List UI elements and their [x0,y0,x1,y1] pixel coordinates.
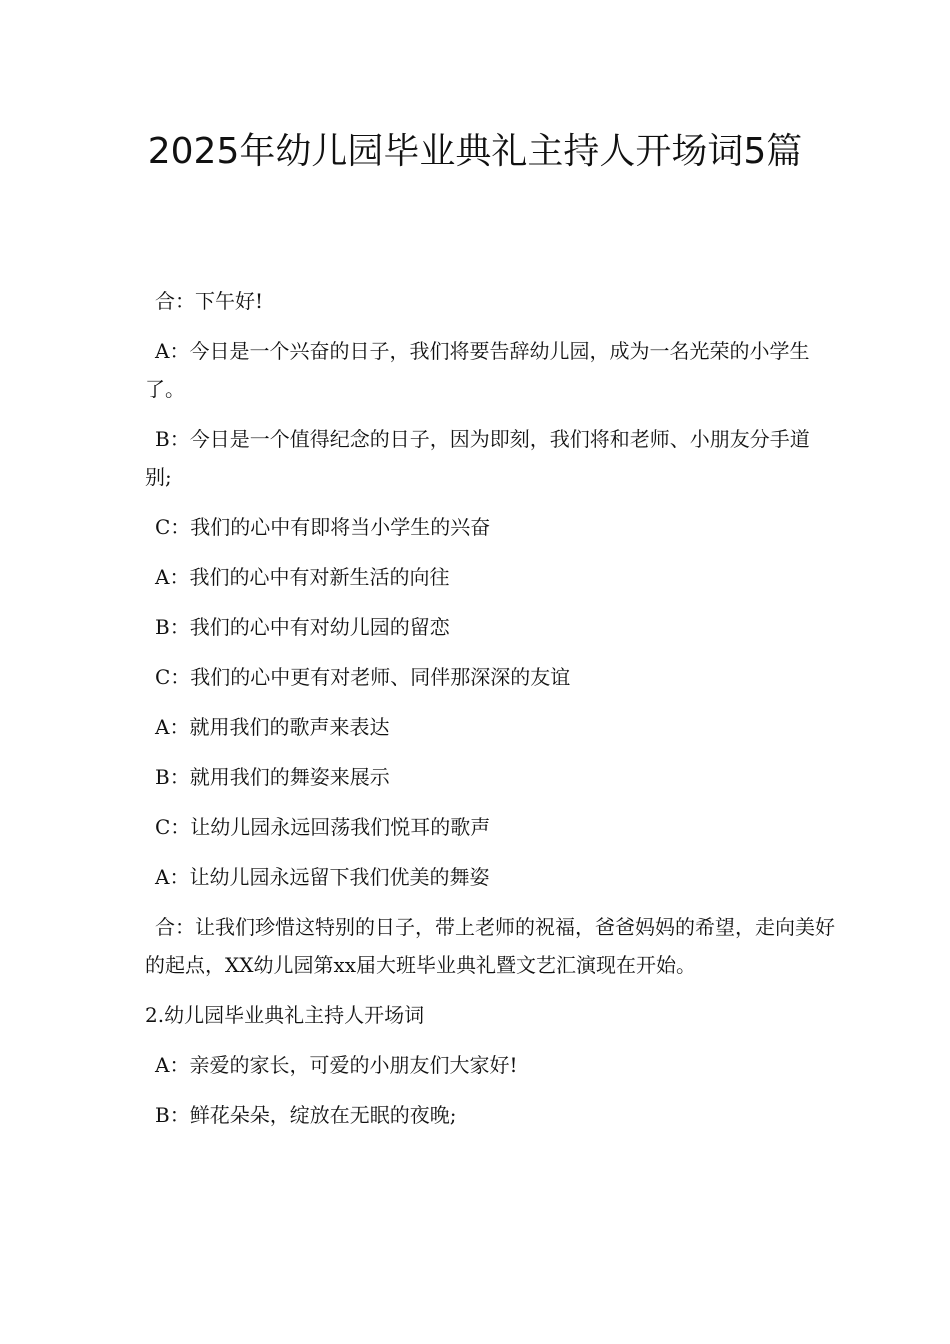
document-body [145,282,835,1146]
paragraph: A：今日是一个兴奋的日子，我们将要告辞幼儿园，成为一名光荣的小学生了。 [145,339,810,401]
paragraph: 合：让我们珍惜这特别的日子，带上老师的祝福，爸爸妈妈的希望，走向美好的起点，XX幼儿园第xx届大班毕业典礼暨文艺汇演现在开始。 [145,915,835,977]
paragraph: B：我们的心中有对幼儿园的留恋 [155,615,450,639]
document-title: 2025年幼儿园毕业典礼主持人开场词5篇 [147,131,803,172]
paragraph: A：亲爱的家长，可爱的小朋友们大家好! [155,1053,518,1077]
paragraph: A：我们的心中有对新生活的向往 [155,565,450,589]
paragraph: C：让幼儿园永远回荡我们悦耳的歌声 [155,815,491,839]
paragraph: C：我们的心中更有对老师、同伴那深深的友谊 [155,665,571,689]
paragraph: B：鲜花朵朵，绽放在无眠的夜晚; [155,1103,457,1127]
paragraph: B：就用我们的舞姿来展示 [155,765,390,789]
paragraph: B：今日是一个值得纪念的日子，因为即刻，我们将和老师、小朋友分手道别; [145,427,810,489]
paragraph: C：我们的心中有即将当小学生的兴奋 [155,515,491,539]
section-heading: 2.幼儿园毕业典礼主持人开场词 [145,1003,425,1027]
paragraph: A：让幼儿园永远留下我们优美的舞姿 [155,865,490,889]
paragraph: 合：下午好! [155,289,264,313]
paragraph: A：就用我们的歌声来表达 [155,715,390,739]
